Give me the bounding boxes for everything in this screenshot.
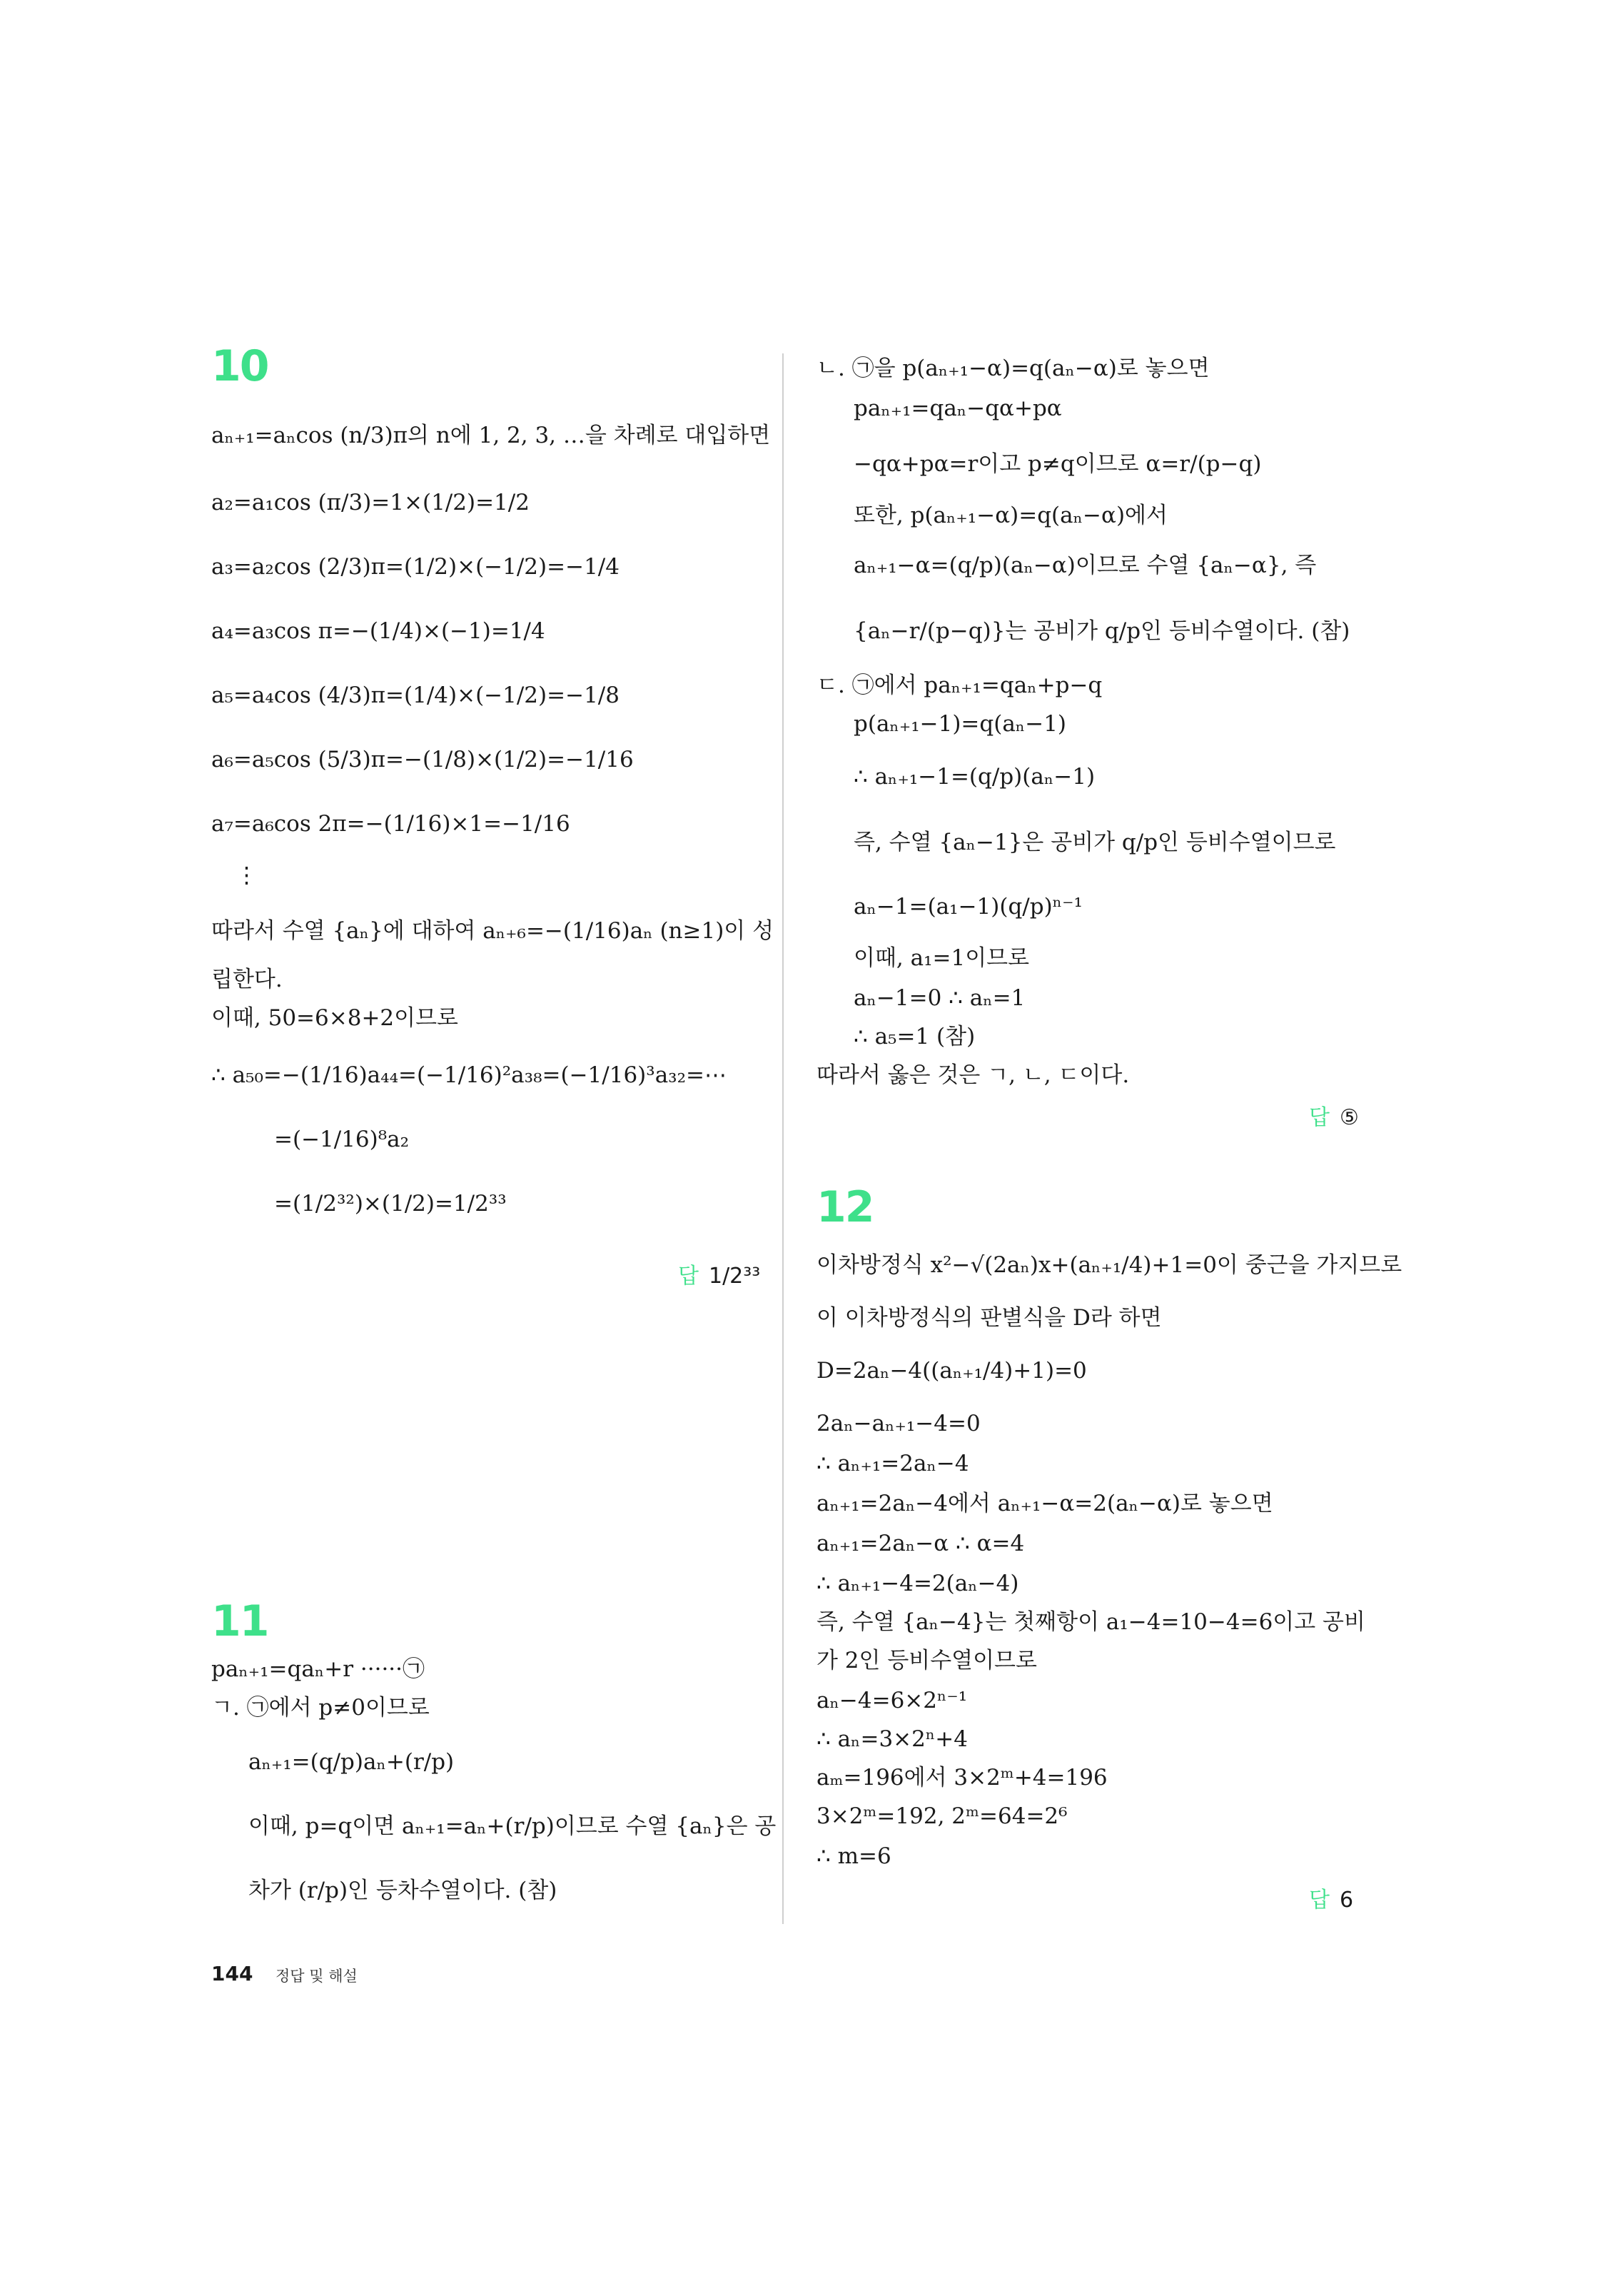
- p11-answer-value: ⑤: [1339, 1105, 1359, 1130]
- p11-right-line-3: −qα+pα=r이고 p≠q이므로 α=r/(p−q): [854, 451, 1262, 477]
- p10-line-4: a₄=a₃cos π=−(1/4)×(−1)=1/4: [211, 618, 545, 644]
- p12-line-5: ∴ aₙ₊₁=2aₙ−4: [816, 1451, 969, 1476]
- p11-right-line-14: ∴ a₅=1 (참): [854, 1024, 976, 1049]
- p11-answer: [1309, 1099, 1359, 1131]
- p10-line-3: a₃=a₂cos (2/3)π=(1/2)×(−1/2)=−1/4: [211, 554, 620, 580]
- p12-line-9: 즉, 수열 {aₙ−4}는 첫째항이 a₁−4=10−4=6이고 공비: [816, 1609, 1365, 1635]
- p11-right-line-13: aₙ−1=0 ∴ aₙ=1: [854, 985, 1026, 1011]
- p10-line-1: aₙ₊₁=aₙcos (n/3)π의 n에 1, 2, 3, …을 차례로 대입하면: [211, 423, 771, 448]
- p11-right-line-11: aₙ−1=(a₁−1)(q/p)ⁿ⁻¹: [854, 894, 1083, 920]
- problem-11-number: 11: [211, 1596, 268, 1646]
- problem-12-number: 12: [816, 1182, 874, 1232]
- p12-answer: [1309, 1882, 1353, 1913]
- p12-line-1: 이차방정식 x²−√(2aₙ)x+(aₙ₊₁/4)+1=0이 중근을 가지므로: [816, 1252, 1402, 1278]
- p12-answer-label: 답: [1309, 1888, 1330, 1913]
- p10-line-11: ∴ a₅₀=−(1/16)a₄₄=(−1/16)²a₃₈=(−1/16)³a₃₂=⋯: [211, 1062, 727, 1088]
- p11-right-line-2: paₙ₊₁=qaₙ−qα+pα: [854, 396, 1062, 421]
- p10-answer-label: 답: [678, 1264, 699, 1289]
- p11-left-line-1: paₙ₊₁=qaₙ+r ······㉠: [211, 1656, 425, 1682]
- p10-line-2: a₂=a₁cos (π/3)=1×(1/2)=1/2: [211, 490, 530, 515]
- p11-left-line-2: ㄱ. ㉠에서 p≠0이므로: [211, 1695, 430, 1721]
- problem-10-number: 10: [211, 341, 268, 391]
- p11-right-line-15: 따라서 옳은 것은 ㄱ, ㄴ, ㄷ이다.: [816, 1062, 1130, 1088]
- p11-right-line-6: {aₙ−r/(p−q)}는 공비가 q/p인 등비수열이다. (참): [854, 618, 1350, 644]
- p11-answer-label: 답: [1309, 1105, 1330, 1130]
- p12-line-4: 2aₙ−aₙ₊₁−4=0: [816, 1411, 981, 1436]
- p11-right-line-9: ∴ aₙ₊₁−1=(q/p)(aₙ−1): [854, 764, 1096, 790]
- p11-right-line-10: 즉, 수열 {aₙ−1}은 공비가 q/p인 등비수열이므로: [854, 830, 1336, 855]
- section-label: 정답 및 해설: [275, 1968, 358, 1985]
- p11-right-line-4: 또한, p(aₙ₊₁−α)=q(aₙ−α)에서: [854, 503, 1168, 528]
- p12-line-7: aₙ₊₁=2aₙ−α ∴ α=4: [816, 1531, 1025, 1556]
- p10-line-12: =(−1/16)⁸a₂: [274, 1127, 410, 1152]
- p10-line-7: a₇=a₆cos 2π=−(1/16)×1=−1/16: [211, 811, 570, 837]
- p10-line-13: =(1/2³²)×(1/2)=1/2³³: [274, 1191, 507, 1217]
- p12-answer-value: 6: [1339, 1888, 1354, 1913]
- p11-left-line-4: 이때, p=q이면 aₙ₊₁=aₙ+(r/p)이므로 수열 {aₙ}은 공: [248, 1813, 777, 1839]
- p11-right-line-12: 이때, a₁=1이므로: [854, 945, 1030, 971]
- p10-vdots: ⋮: [236, 862, 258, 888]
- p12-line-14: 3×2ᵐ=192, 2ᵐ=64=2⁶: [816, 1803, 1068, 1829]
- page-number: 144: [211, 1962, 253, 1985]
- p11-right-line-7: ㄷ. ㉠에서 paₙ₊₁=qaₙ+p−q: [816, 673, 1103, 698]
- p10-line-10: 이때, 50=6×8+2이므로: [211, 1005, 458, 1031]
- p11-right-line-5: aₙ₊₁−α=(q/p)(aₙ−α)이므로 수열 {aₙ−α}, 즉: [854, 553, 1317, 578]
- p12-line-15: ∴ m=6: [816, 1843, 891, 1869]
- p12-line-6: aₙ₊₁=2aₙ−4에서 aₙ₊₁−α=2(aₙ−α)로 놓으면: [816, 1491, 1273, 1516]
- p11-right-line-1: ㄴ. ㉠을 p(aₙ₊₁−α)=q(aₙ−α)로 놓으면: [816, 356, 1210, 381]
- p10-answer-value: 1/2³³: [708, 1264, 761, 1289]
- p10-line-6: a₆=a₅cos (5/3)π=−(1/8)×(1/2)=−1/16: [211, 747, 634, 772]
- p12-line-8: ∴ aₙ₊₁−4=2(aₙ−4): [816, 1571, 1019, 1596]
- column-divider: [782, 353, 784, 1924]
- p10-line-9: 립한다.: [211, 967, 283, 992]
- p11-left-line-5: 차가 (r/p)인 등차수열이다. (참): [248, 1878, 557, 1903]
- p12-line-11: aₙ−4=6×2ⁿ⁻¹: [816, 1688, 968, 1713]
- p11-left-line-3: aₙ₊₁=(q/p)aₙ+(r/p): [248, 1749, 455, 1775]
- p12-line-3: D=2aₙ−4((aₙ₊₁/4)+1)=0: [816, 1358, 1087, 1384]
- p12-line-13: aₘ=196에서 3×2ᵐ+4=196: [816, 1765, 1108, 1791]
- p10-line-8: 따라서 수열 {aₙ}에 대하여 aₙ₊₆=−(1/16)aₙ (n≥1)이 성: [211, 918, 774, 944]
- p12-line-10: 가 2인 등비수열이므로: [816, 1648, 1037, 1673]
- p11-right-line-8: p(aₙ₊₁−1)=q(aₙ−1): [854, 711, 1067, 737]
- p10-answer: [678, 1258, 760, 1289]
- p10-line-5: a₅=a₄cos (4/3)π=(1/4)×(−1/2)=−1/8: [211, 683, 620, 708]
- p12-line-2: 이 이차방정식의 판별식을 D라 하면: [816, 1305, 1162, 1331]
- p12-line-12: ∴ aₙ=3×2ⁿ+4: [816, 1726, 968, 1752]
